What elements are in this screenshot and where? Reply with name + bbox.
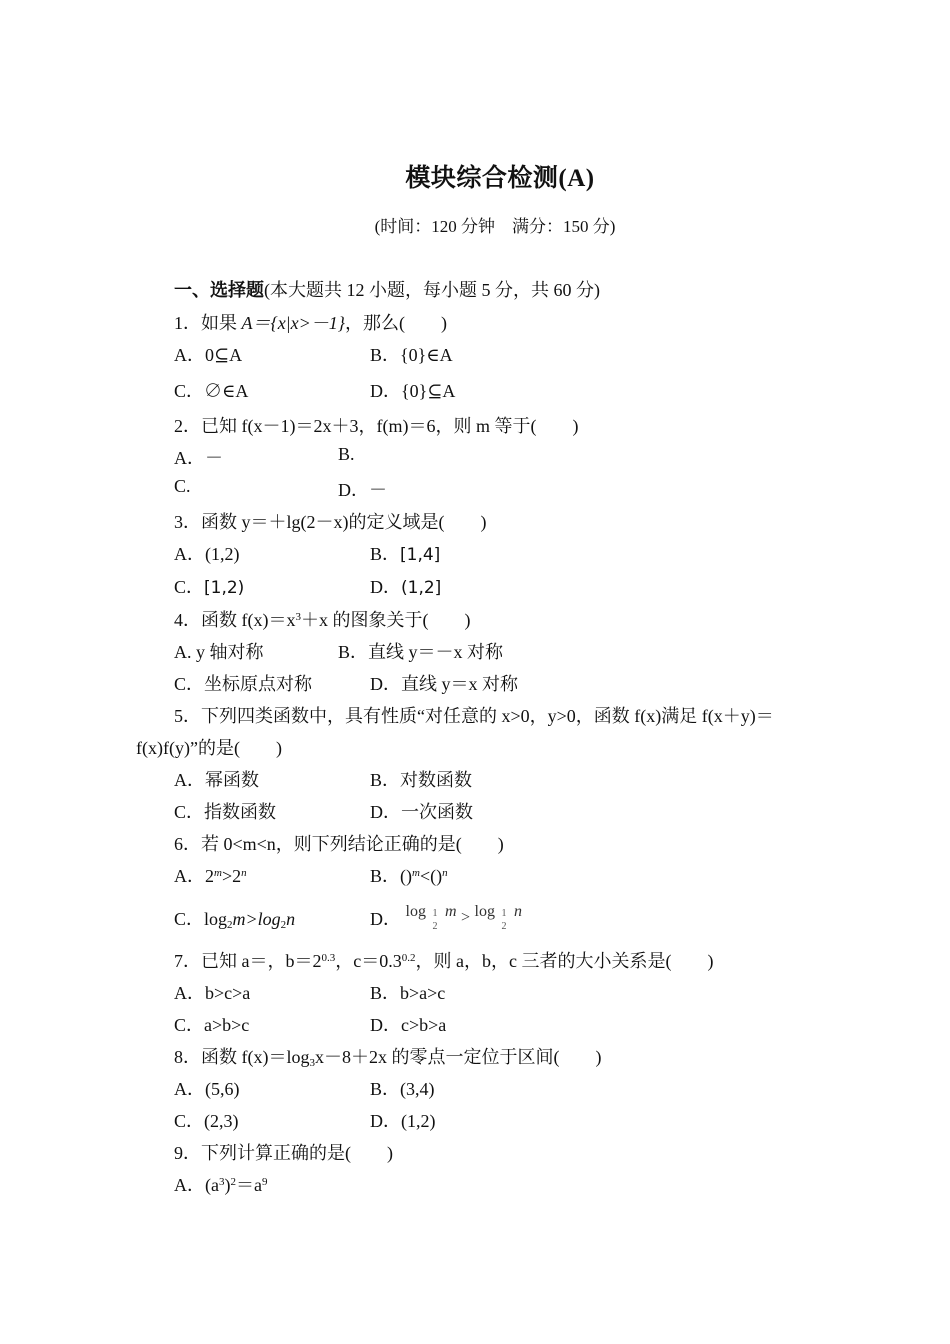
log-base-half-2: 1 2: [501, 908, 507, 932]
section-note: (本大题共 12 小题，每小题 5 分，共 60 分): [264, 280, 600, 300]
q4-option-a: A. y 轴对称: [174, 642, 264, 662]
question-9: 9．下列计算正确的是( ): [174, 1143, 393, 1163]
q1-option-a: A．0⊆A: [174, 345, 243, 365]
q1-option-b: B．{0}∈A: [370, 345, 453, 365]
q6-option-b: B．()$^m$<()$^n$: [370, 866, 448, 886]
q7-option-c: C．a>b>c: [174, 1015, 250, 1035]
question-5: 5．下列四类函数中，具有性质“对任意的 x>0，y>0，函数 f(x)满足 f(x＋y)＝: [174, 706, 774, 726]
q5-option-c: C．指数函数: [174, 802, 277, 822]
q8-option-a: A．(5,6): [174, 1079, 240, 1099]
q6-option-c: C．$\log_2m>\log_2n$: [174, 909, 296, 931]
q1-option-d: D．{0}⊆A: [370, 381, 456, 401]
q7-option-b: B．b>a>c: [370, 983, 446, 1003]
q8-option-d: D．(1,2): [370, 1111, 436, 1131]
q6-option-d: D． log 1 2 m > log 1 2 n: [370, 896, 522, 936]
q5-option-d: D．一次函数: [370, 802, 473, 822]
q2-option-a: A．－: [174, 448, 223, 468]
q3-option-a: A．(1,2): [174, 544, 240, 564]
q4-option-d: D．直线 y＝x 对称: [370, 674, 518, 694]
q5-option-b: B．对数函数: [370, 770, 473, 790]
question-6: 6．若 0<m<n，则下列结论正确的是( ): [174, 834, 504, 854]
page-title: 模块综合检测(A): [405, 165, 595, 192]
q9-option-a: A．$(a^3)^2=a^9$: [174, 1175, 268, 1195]
section-heading: [174, 276, 600, 302]
question-8: 8．函数 $f(x)=\log_3x-8+2x$ 的零点一定位于区间( ): [174, 1047, 602, 1069]
question-3: 3．函数 y＝＋lg(2－x)的定义域是( ): [174, 512, 487, 532]
q7-option-a: A．b>c>a: [174, 983, 251, 1003]
q2-option-b: B.: [338, 444, 355, 464]
q3-option-d: D．(1,2]: [370, 577, 442, 598]
q8-option-c: C．(2,3): [174, 1111, 239, 1131]
q4-option-c: C．坐标原点对称: [174, 674, 313, 694]
q4-option-b: B．直线 y＝－x 对称: [338, 642, 504, 662]
q5-option-a: A．幂函数: [174, 770, 259, 790]
q7-option-d: D．c>b>a: [370, 1015, 447, 1035]
question-1: 1．如果 A＝{x|x>－1}，那么( ): [174, 313, 447, 333]
question-5-continued: f(x)f(y)”的是( ): [136, 738, 282, 758]
q1-option-c: C．∅∈A: [174, 381, 249, 401]
question-2: 2．已知 f(x－1)＝2x＋3，f(m)＝6，则 m 等于( ): [174, 416, 579, 436]
q3-option-c: C．[1,2): [174, 577, 245, 598]
q6-option-a: A．$2^m>2^n$: [174, 866, 247, 886]
q2-option-c: C.: [174, 476, 191, 496]
section-label: 一、选择题: [174, 280, 264, 300]
q2-option-d: D．－: [338, 480, 387, 500]
q8-option-b: B．(3,4): [370, 1079, 435, 1099]
question-7: 7．已知 a＝，$b=2^{0.3}$，$c=0.3^{0.2}$，则 a，b，c 三者的大小关系是( ): [174, 951, 714, 971]
log-base-half-1: 1 2: [432, 908, 438, 932]
exam-time-score: (时间：120 分钟 满分：150 分): [374, 217, 616, 236]
q3-option-b: B．[1,4]: [370, 544, 441, 565]
question-4: 4．函数 $f(x)=x^3+x$ 的图象关于( ): [174, 610, 471, 630]
